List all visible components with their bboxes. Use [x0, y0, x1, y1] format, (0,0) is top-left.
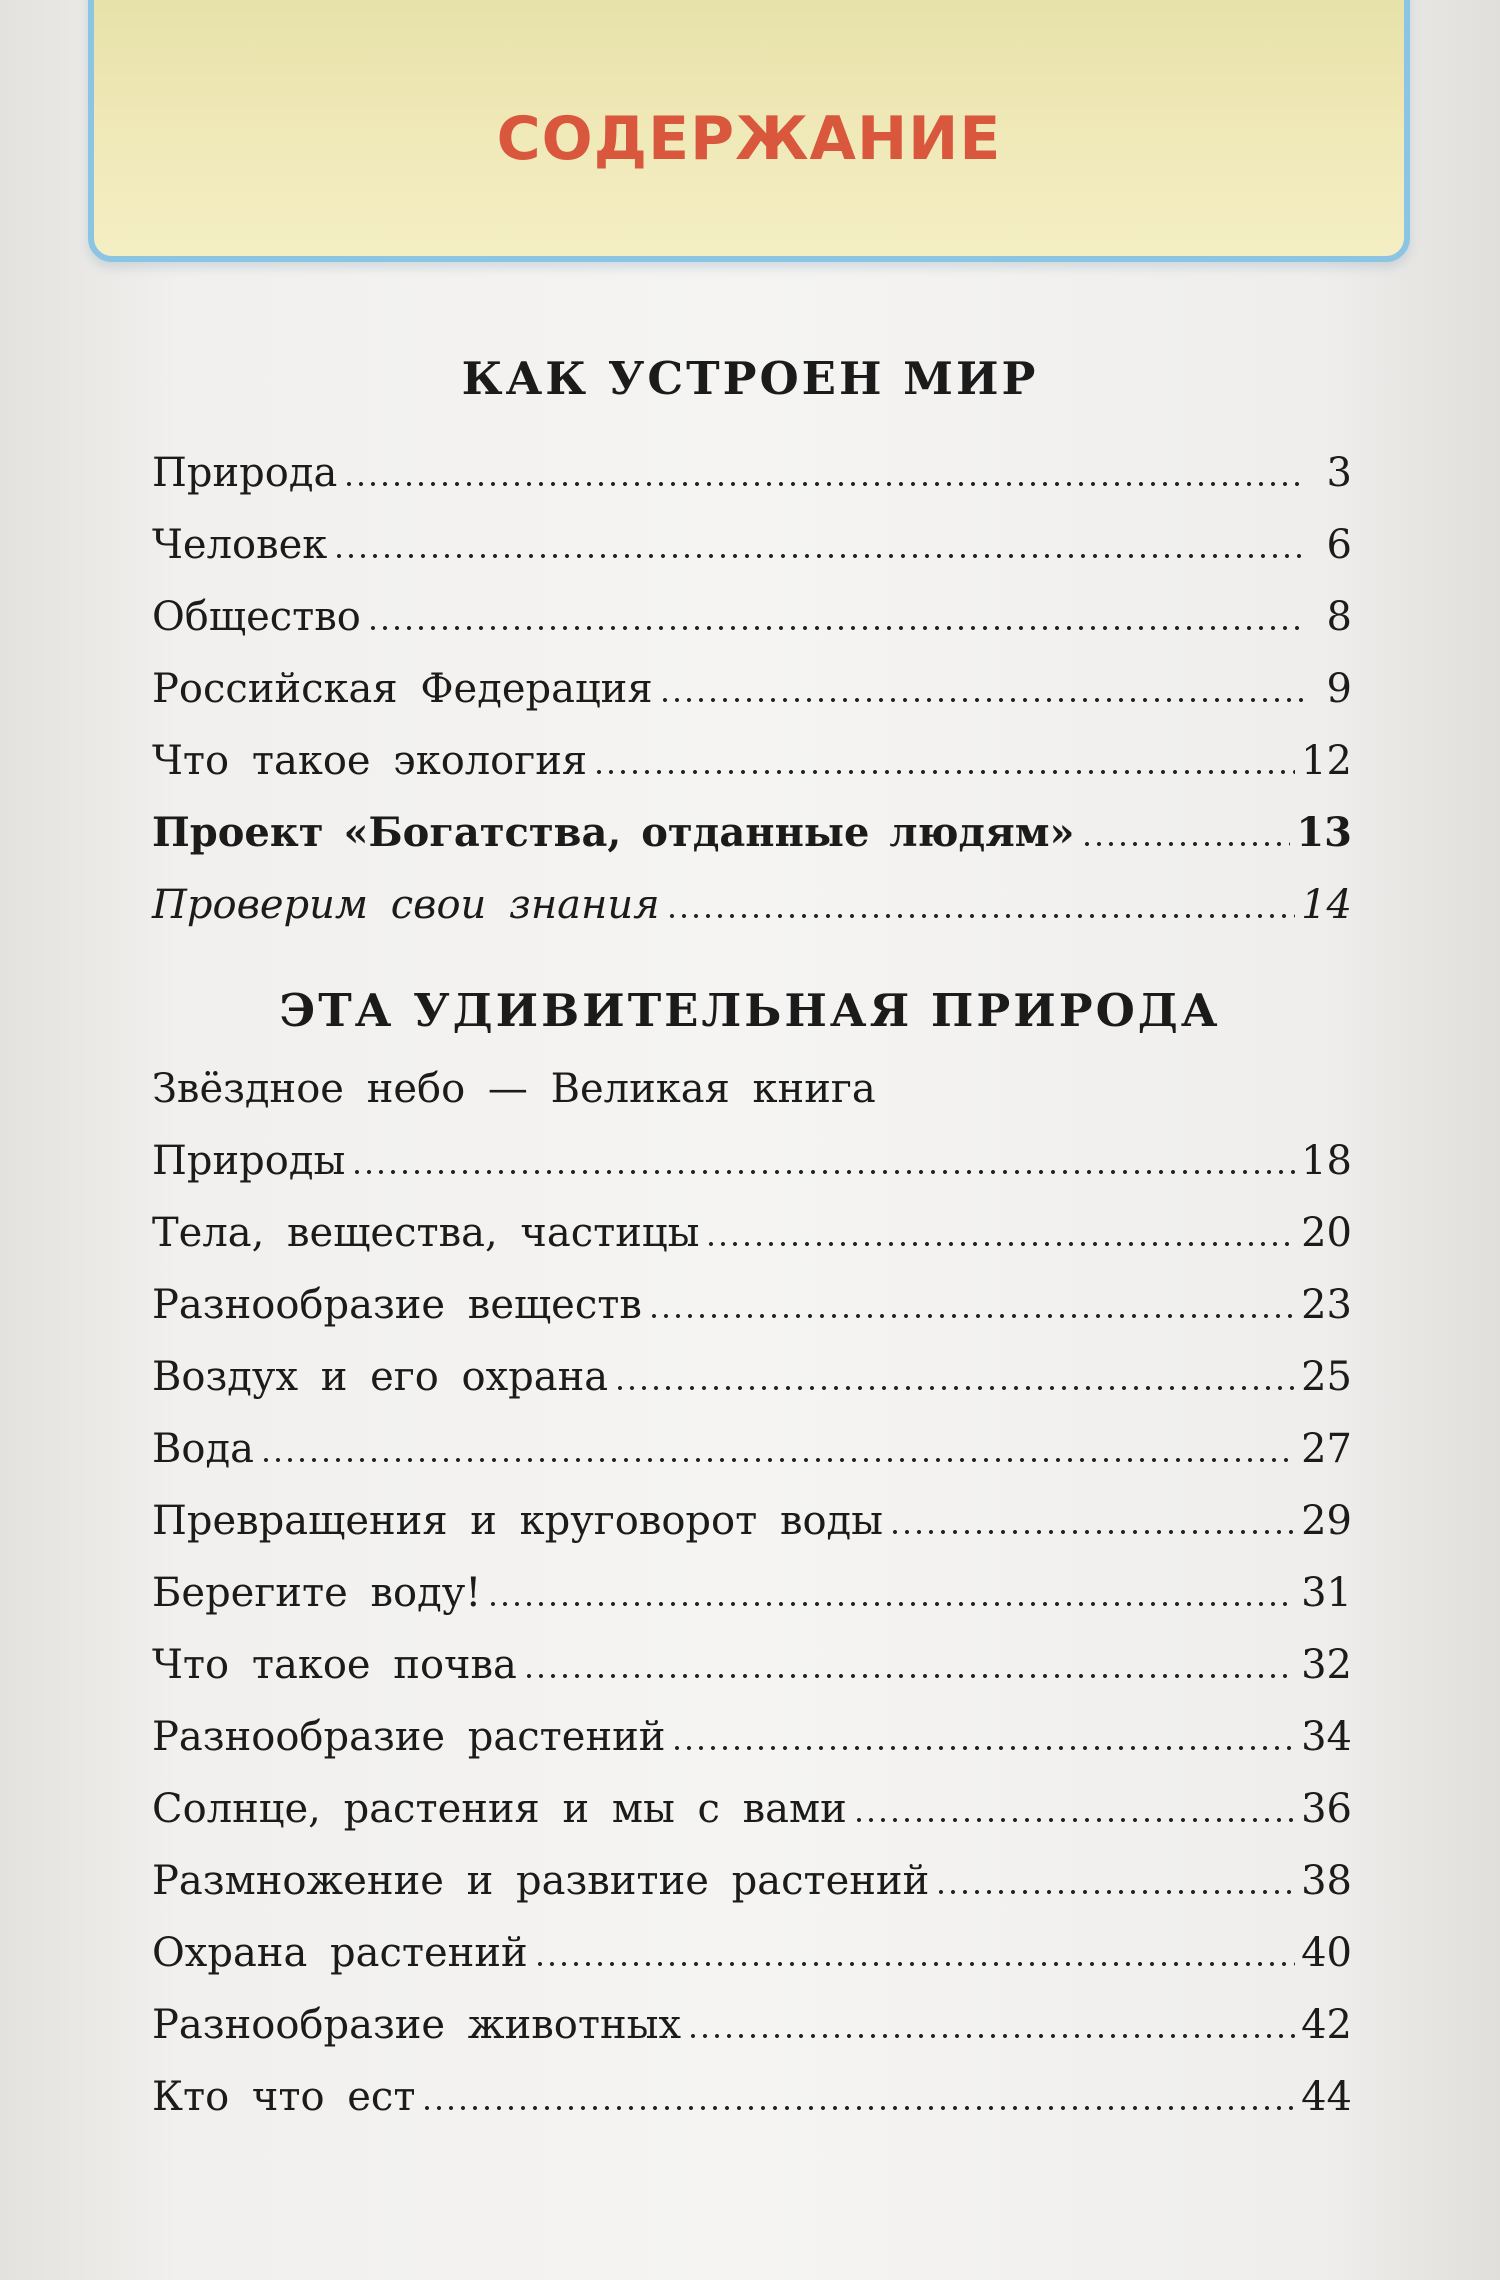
leader-dots: [523, 1674, 1295, 1678]
toc-entry-page: 36: [1301, 1786, 1352, 1832]
toc-entry[interactable]: [152, 436, 1352, 496]
toc-entry-page: 34: [1301, 1714, 1352, 1760]
toc-entry-label: Вода: [152, 1426, 254, 1472]
toc-entry-label: Солнце, растения и мы с вами: [152, 1786, 847, 1832]
toc-entry-page: 32: [1301, 1642, 1352, 1688]
toc-entry-label: Кто что ест: [152, 2074, 416, 2120]
leader-dots: [648, 1314, 1295, 1318]
toc-entry-label: Общество: [152, 594, 361, 640]
toc-entry-page: 12: [1301, 738, 1352, 784]
toc-entry[interactable]: [152, 1340, 1352, 1400]
toc-entry-label: Российская Федерация: [152, 666, 653, 712]
toc-entry[interactable]: [152, 1124, 1352, 1184]
toc-entry-label: Разнообразие животных: [152, 2002, 682, 2048]
toc-entry-label: Что такое экология: [152, 738, 588, 784]
leader-dots: [853, 1818, 1295, 1822]
toc-entry[interactable]: [152, 1412, 1352, 1472]
leader-dots: [659, 698, 1306, 702]
toc-entry[interactable]: [152, 1916, 1352, 1976]
leader-dots: [687, 2034, 1295, 2038]
leader-dots: [351, 1170, 1295, 1174]
toc-entry-label: Проверим свои знания: [152, 882, 660, 928]
toc-entry[interactable]: [152, 580, 1352, 640]
leader-dots: [343, 482, 1306, 486]
toc-entry-review[interactable]: [152, 868, 1352, 928]
toc-entry-page: 25: [1301, 1354, 1352, 1400]
toc-entry-label: Тела, вещества, частицы: [152, 1210, 700, 1256]
toc-entry-page: 6: [1326, 522, 1352, 568]
section-title-amazing-nature: ЭТА УДИВИТЕЛЬНАЯ ПРИРОДА: [279, 984, 1221, 1037]
leader-dots: [935, 1890, 1295, 1894]
toc-entry[interactable]: [152, 1628, 1352, 1688]
toc-entry-label: Превращения и круговорот воды: [152, 1498, 884, 1544]
toc-entry-project[interactable]: [152, 796, 1352, 856]
toc-entry-page: 29: [1301, 1498, 1352, 1544]
leader-dots: [1081, 842, 1291, 846]
leader-dots: [487, 1602, 1295, 1606]
toc-entry-page: 18: [1301, 1138, 1352, 1184]
toc-entry-page: 23: [1301, 1282, 1352, 1328]
toc-entry[interactable]: [152, 724, 1352, 784]
toc-entry-first-line[interactable]: Звёздное небо — Великая книга: [152, 1066, 876, 1112]
toc-entry-page: 38: [1301, 1858, 1352, 1904]
toc-entry-page: 14: [1301, 882, 1352, 928]
toc-entry[interactable]: [152, 1988, 1352, 2048]
toc-entry[interactable]: [152, 1844, 1352, 1904]
toc-entry-label: Охрана растений: [152, 1930, 528, 1976]
leader-dots: [614, 1386, 1295, 1390]
leader-dots: [333, 554, 1306, 558]
toc-entry-page: 8: [1326, 594, 1352, 640]
toc-entry[interactable]: [152, 1484, 1352, 1544]
toc-entry-page: 40: [1301, 1930, 1352, 1976]
toc-entry-label: Берегите воду!: [152, 1570, 482, 1616]
toc-entry-page: 13: [1296, 809, 1352, 856]
leader-dots: [889, 1530, 1295, 1534]
toc-entry-label: Воздух и его охрана: [152, 1354, 609, 1400]
toc-entry[interactable]: [152, 1772, 1352, 1832]
toc-entry[interactable]: [152, 1700, 1352, 1760]
toc-entry-page: 3: [1326, 450, 1352, 496]
section-title-how-world-works: КАК УСТРОЕН МИР: [461, 352, 1039, 405]
toc-entry-page: 31: [1301, 1570, 1352, 1616]
toc-entry[interactable]: [152, 2060, 1352, 2120]
toc-entry-label: Природа: [152, 450, 338, 496]
leader-dots: [705, 1242, 1295, 1246]
toc-entry-label: Проект «Богатства, отданные людям»: [152, 809, 1075, 856]
toc-entry-label: Разнообразие веществ: [152, 1282, 642, 1328]
leader-dots: [671, 1746, 1295, 1750]
leader-dots: [421, 2106, 1295, 2110]
toc-entry-label: Природы: [152, 1138, 346, 1184]
header-banner: [88, 0, 1410, 262]
toc-entry-label: Что такое почва: [152, 1642, 517, 1688]
leader-dots: [260, 1458, 1295, 1462]
page-title: СОДЕРЖАНИЕ: [496, 104, 1002, 174]
toc-entry-page: 9: [1326, 666, 1352, 712]
toc-entry-label: Разнообразие растений: [152, 1714, 666, 1760]
toc-entry[interactable]: [152, 1556, 1352, 1616]
toc-entry-page: 27: [1301, 1426, 1352, 1472]
toc-entry-page: 20: [1301, 1210, 1352, 1256]
toc-entry-page: 42: [1301, 2002, 1352, 2048]
toc-entry[interactable]: [152, 652, 1352, 712]
toc-entry-label: Человек: [152, 522, 328, 568]
leader-dots: [593, 770, 1295, 774]
toc-entry[interactable]: [152, 1268, 1352, 1328]
leader-dots: [534, 1962, 1295, 1966]
toc-entry-page: 44: [1301, 2074, 1352, 2120]
leader-dots: [367, 626, 1306, 630]
toc-entry[interactable]: [152, 1196, 1352, 1256]
leader-dots: [666, 914, 1295, 918]
toc-entry[interactable]: [152, 508, 1352, 568]
toc-entry-label: Размножение и развитие растений: [152, 1858, 930, 1904]
